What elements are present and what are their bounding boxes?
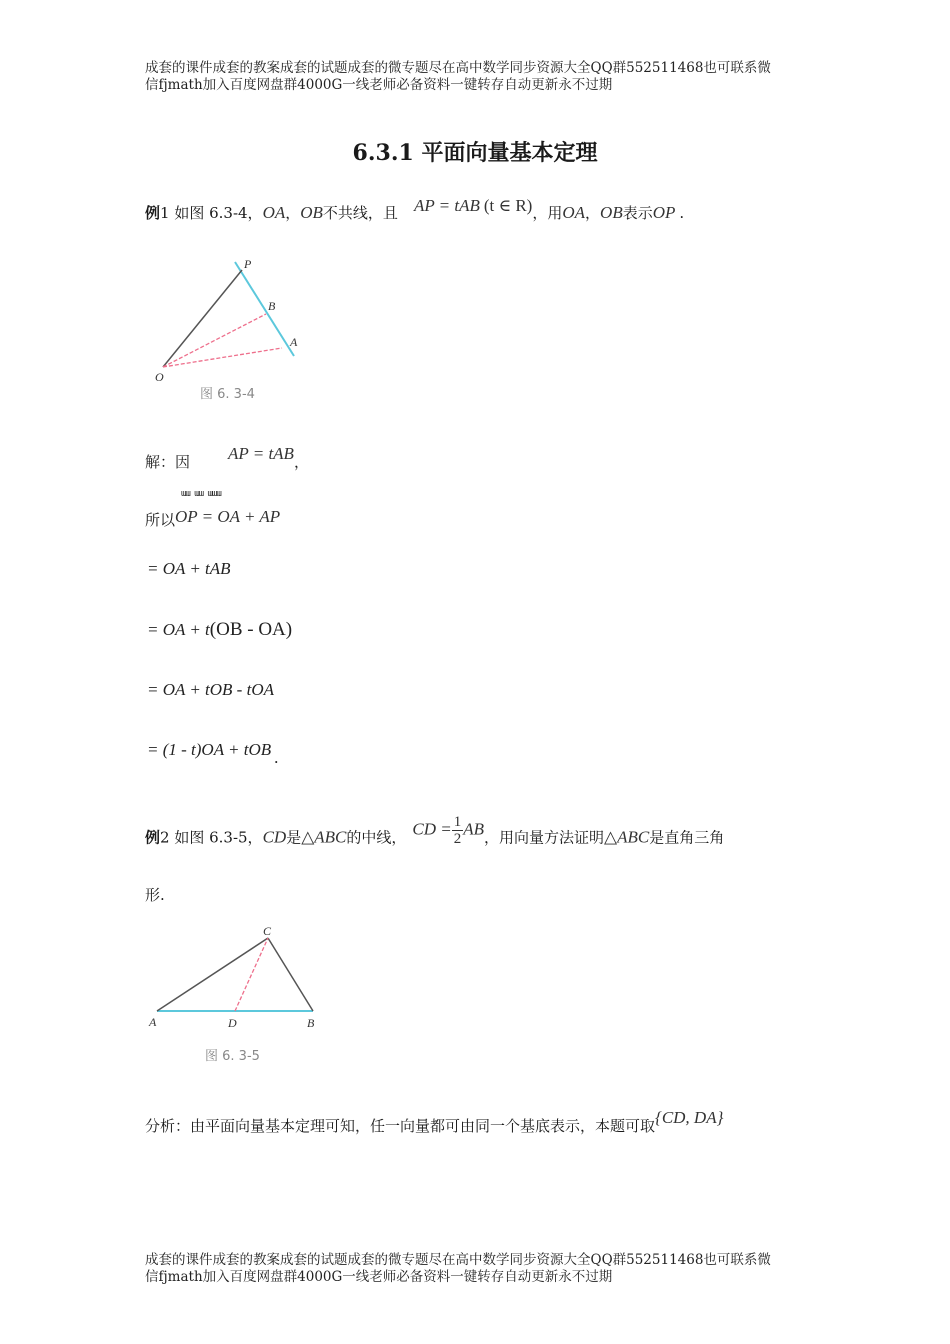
example-2-text-c: 的中线， [346, 828, 407, 847]
header-line-2: 信fjmath加入百度网盘群4000G一线老师必备资料一键转存自动更新永不过期 [145, 77, 613, 93]
footer-line-1: 成套的课件成套的教案成套的试题成套的微专题尽在高中数学同步资源大全QQ群552511468也可联系微 [145, 1252, 771, 1268]
point-label-a2: A [149, 1015, 157, 1029]
solution-eq-5-main: = (1 - t)OA + tOB [147, 740, 272, 759]
page-header [145, 60, 810, 94]
comma-2: ， [585, 204, 601, 222]
point-label-d: D [228, 1016, 237, 1030]
example-1-text-b: 不共线，且 [322, 204, 398, 222]
solution-eq-2: = OA + tAB [147, 559, 231, 578]
triangle-abc: △ABC [301, 827, 347, 847]
comma: ， [285, 204, 301, 222]
example-2-text-b: 是 [286, 828, 302, 847]
vector-ob-2: OB [600, 203, 623, 222]
therefore-label: 所以 [145, 511, 176, 529]
example-2-label: 例 [145, 828, 161, 847]
example-2-line-2: 形. [145, 886, 165, 904]
example-1-label: 例 [145, 204, 161, 222]
vector-op-arrow [163, 270, 242, 367]
condition-set: (t ∈ R) [483, 196, 533, 215]
vector-oa-2: OA [562, 203, 586, 222]
figure-2-caption: 图 6. 3-5 [205, 1049, 260, 1064]
segment-cb [268, 938, 313, 1011]
analysis-text: 分析：由平面向量基本定理可知，任一向量都可由同一个基底表示，本题可取 [145, 1117, 656, 1135]
example-2-text-d: ，用向量方法证明 [484, 828, 605, 847]
page-footer [145, 1252, 810, 1286]
example-2-text-a: 2 如图 6.3-5， [160, 828, 263, 847]
period: . [679, 204, 685, 222]
vector-cd: CD [262, 827, 287, 847]
vector-ob: OB [300, 203, 323, 222]
point-label-c: C [263, 924, 272, 938]
median-eq-right: AB [463, 819, 485, 839]
solution-label: 解：因 [145, 453, 191, 471]
point-label-b2: B [307, 1016, 315, 1030]
line-ap [235, 262, 294, 356]
comma-3: ， [293, 453, 309, 471]
example-1-text-d: 表示 [622, 204, 653, 222]
solution-eq-3-a: = OA + t [147, 620, 210, 639]
solution-because [145, 444, 309, 472]
solution-eq-0: AP = tAB [228, 444, 294, 463]
example-2-text-e: 是直角三角 [649, 828, 725, 847]
header-line-1: 成套的课件成套的教案成套的试题成套的微专题尽在高中数学同步资源大全QQ群552511468也可联系微 [145, 60, 771, 76]
point-label-p: P [244, 257, 252, 271]
fraction-half [452, 814, 464, 847]
example-1-text-a: 1 如图 6.3-4， [160, 204, 263, 222]
solution-eq-3-b: (OB - OA) [209, 619, 293, 640]
vector-arrow-marks: ɯɯ ɯɯ ɯɯɯ [181, 489, 221, 499]
median-equation [412, 814, 484, 847]
page-title: 6.3.1 平面向量基本定理 [352, 140, 598, 166]
condition-equation: AP = tAB [413, 196, 480, 215]
analysis-paragraph [145, 1108, 724, 1136]
figure-6-3-4 [145, 250, 315, 410]
example-1-text-c: ，用 [532, 204, 563, 222]
example-1-statement [145, 196, 685, 223]
point-label-b: B [268, 299, 276, 313]
solution-eq-5 [147, 740, 279, 767]
point-label-o: O [155, 370, 164, 384]
median-eq-left: CD = [412, 819, 452, 839]
example-2-statement [145, 814, 725, 855]
vector-oa: OA [262, 203, 286, 222]
point-label-a: A [290, 335, 298, 349]
solution-therefore [145, 507, 281, 530]
vector-ob-arrow [163, 314, 266, 367]
solution-eq-4: = OA + tOB - tOA [147, 680, 274, 699]
solution-eq-1: OP = OA + AP [175, 507, 281, 526]
period-2: . [274, 748, 279, 767]
figure-1-caption: 图 6. 3-4 [200, 387, 255, 402]
triangle-abc-2: △ABC [604, 827, 650, 847]
fraction-numerator: 1 [453, 814, 462, 830]
vector-op: OP [652, 203, 676, 222]
solution-eq-3 [147, 619, 292, 641]
figure-6-3-5 [145, 922, 335, 1072]
basis-set: {CD, DA} [655, 1108, 724, 1127]
footer-line-2: 信fjmath加入百度网盘群4000G一线老师必备资料一键转存自动更新永不过期 [145, 1269, 613, 1285]
fraction-denominator: 2 [453, 831, 462, 847]
